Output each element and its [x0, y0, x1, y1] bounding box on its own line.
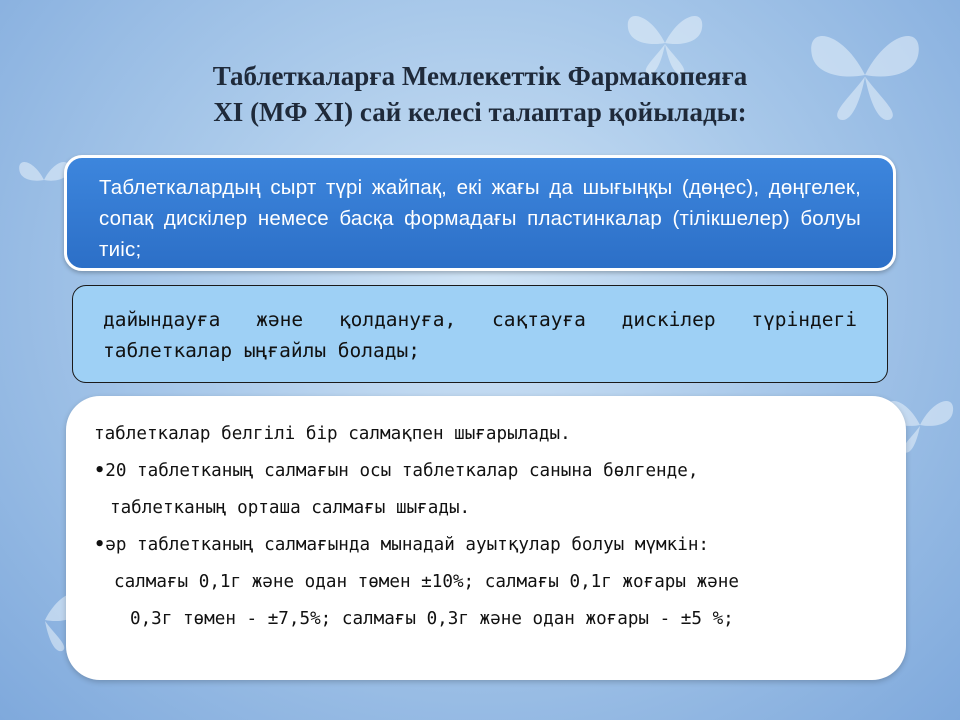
- bullet-icon: •: [94, 535, 106, 555]
- weight-deviation-line-b: 0,3г төмен - ±7,5%; салмағы 0,3г және одан жоғары - ±5 %;: [130, 609, 734, 629]
- weight-deviation-line-a: салмағы 0,1г және одан төмен ±10%; салмағы 0,1г жоғары және: [114, 572, 739, 592]
- bullet-item-2: [94, 531, 892, 560]
- bullet-item-1: [94, 457, 892, 486]
- title-line-1: Таблеткаларға Мемлекеттік Фармакопеяға: [212, 61, 748, 91]
- bullet-item-2-text: әр таблетканың салмағында мынадай ауытқулар болуы мүмкін:: [105, 535, 710, 555]
- bullet-item-1-continuation: таблетканың орташа салмағы шығады.: [110, 498, 471, 518]
- requirement-box-shape: [64, 155, 896, 271]
- requirement-box-convenience: [72, 285, 888, 383]
- weight-intro-text: таблеткалар белгілі бір салмақпен шығарылады.: [94, 424, 571, 444]
- requirement-convenience-text: дайындауға және қолдануға, сақтауға дискілер түріндегі таблеткалар ыңғайлы болады;: [103, 308, 857, 362]
- slide-title: [0, 58, 960, 130]
- bullet-icon: •: [94, 461, 106, 481]
- requirement-shape-text: Таблеткалардың сырт түрі жайпақ, екі жағы да шығыңқы (дөңес), дөңгелек, сопақ дискілер немесе басқа формадағы пластинкалар (тілікшелер) болуы тиіс;: [99, 176, 861, 261]
- bullet-item-1-text: 20 таблетканың салмағын осы таблеткалар санына бөлгенде,: [105, 461, 699, 481]
- requirement-box-weight: [66, 396, 906, 680]
- title-line-2: XI (МФ XI) сай келесі талаптар қойылады:: [213, 97, 747, 127]
